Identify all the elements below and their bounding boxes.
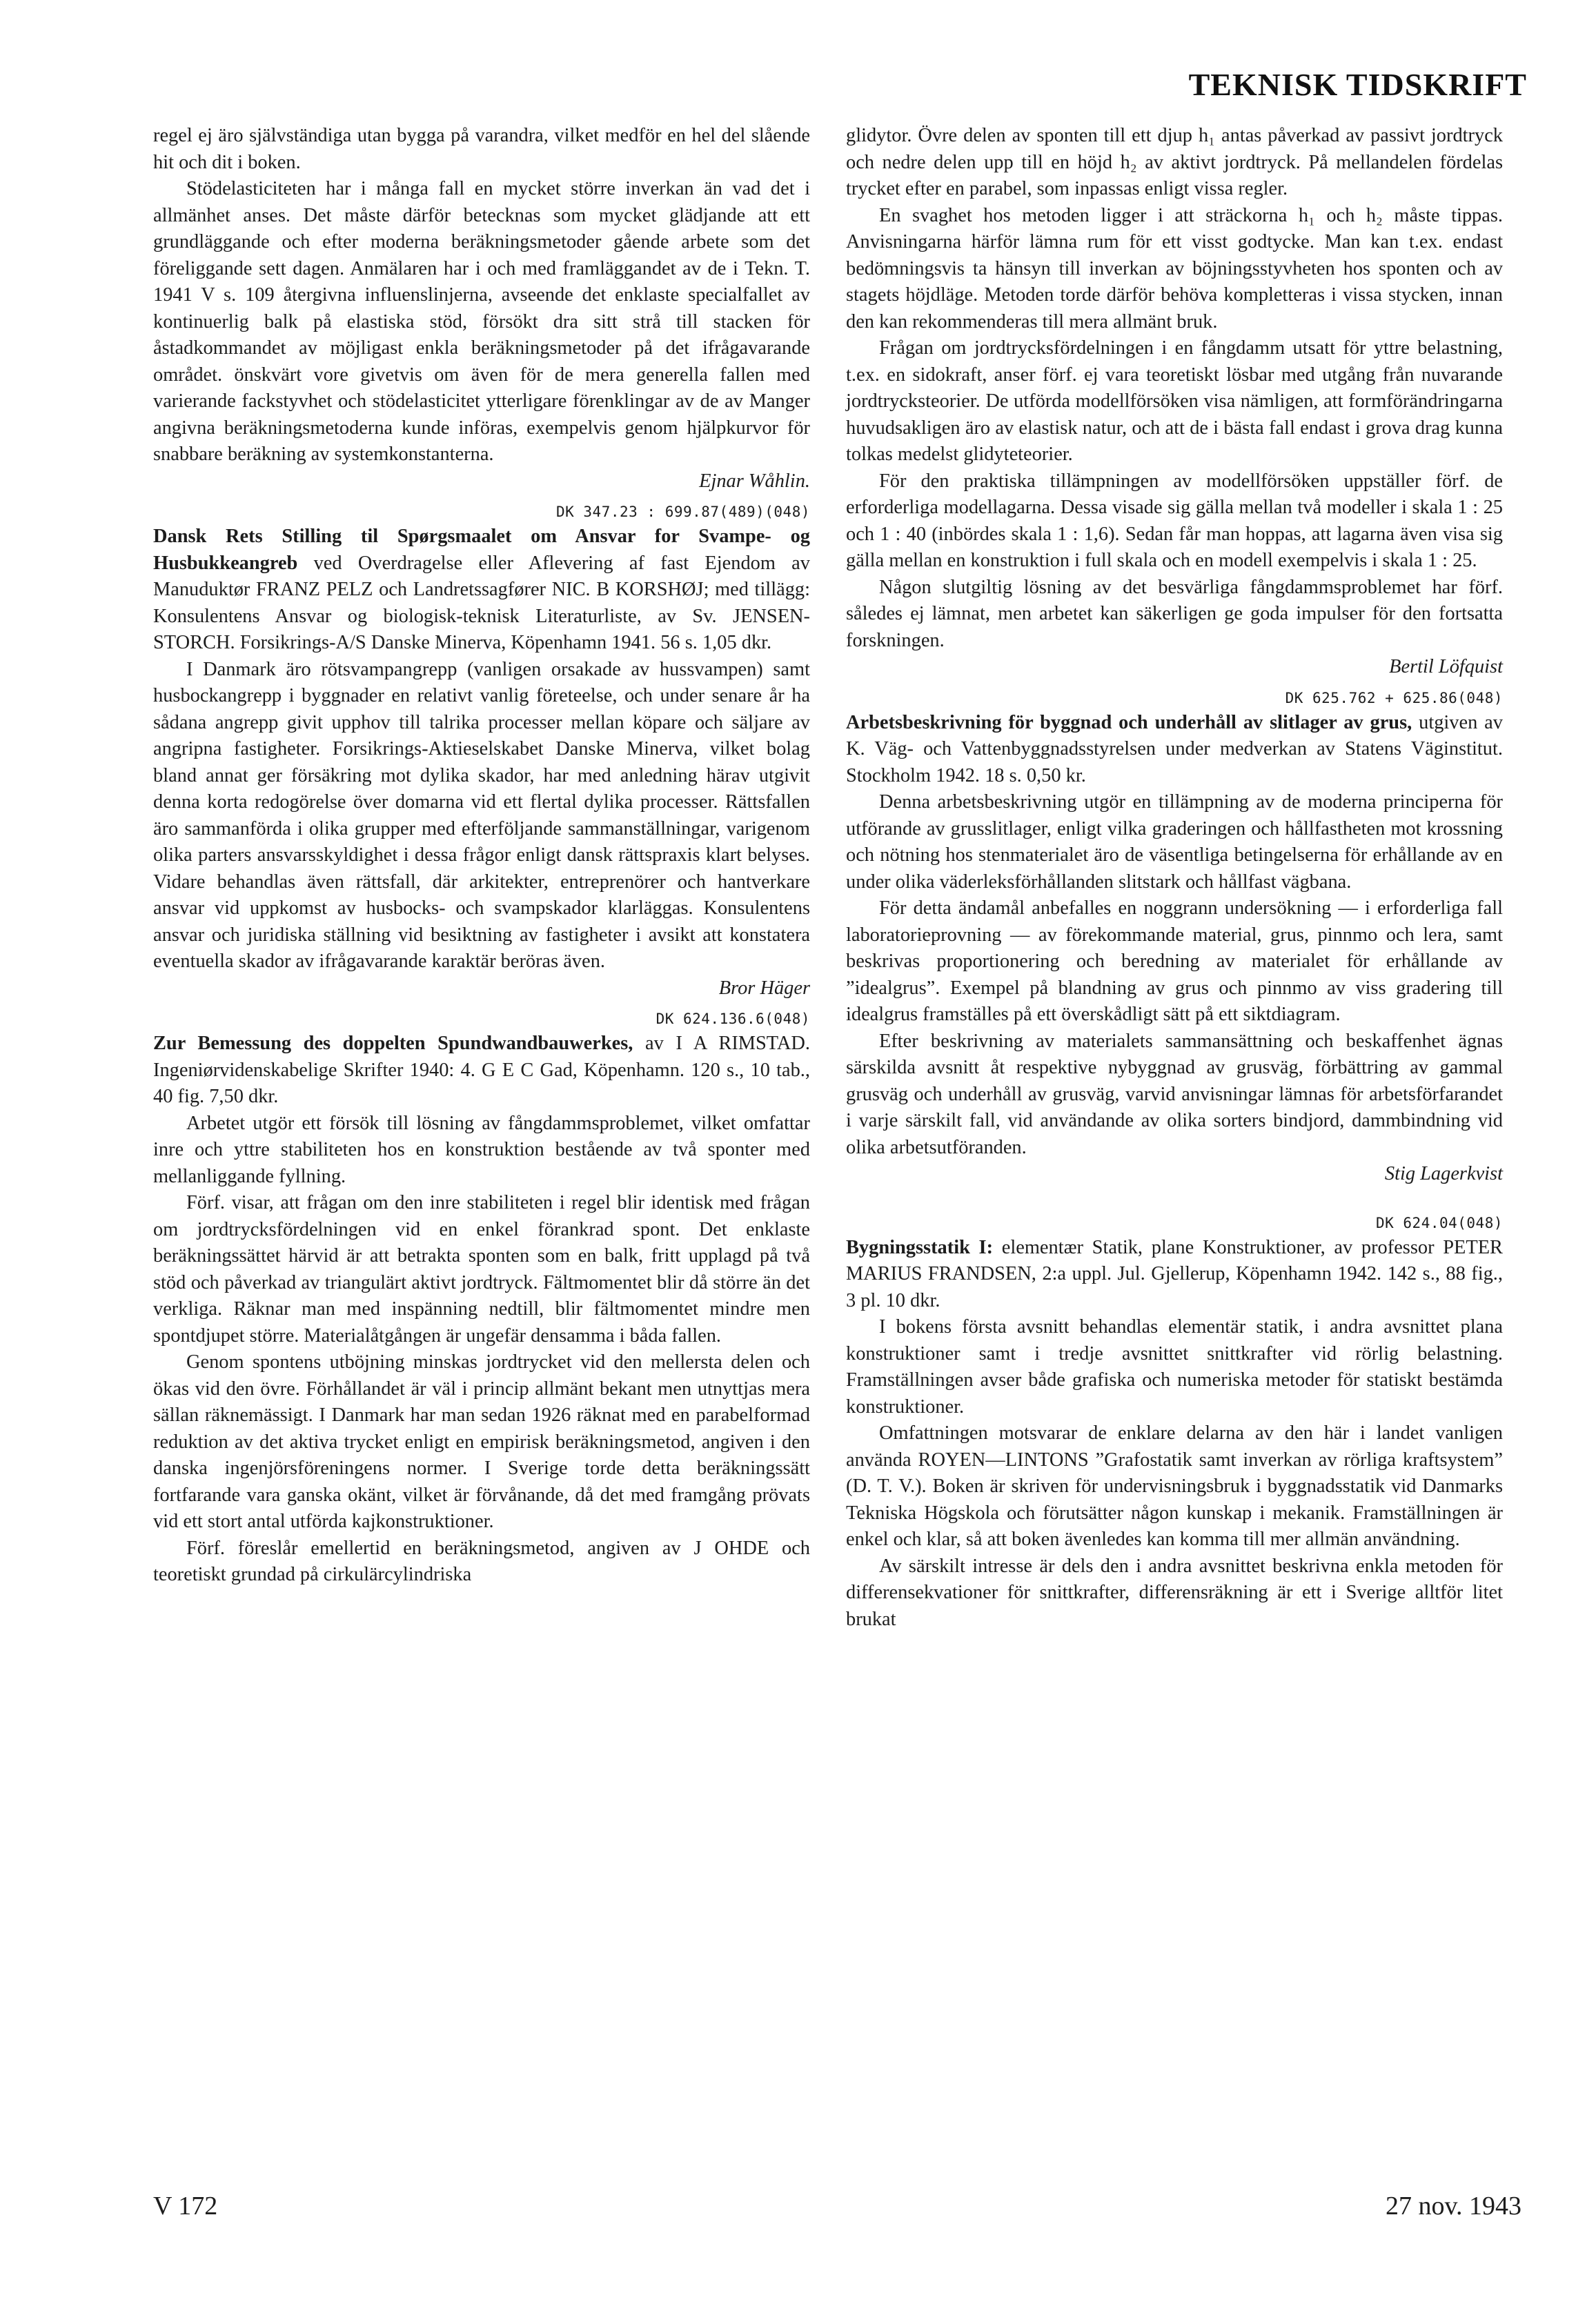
paragraph: Stödelasticiteten har i många fall en mycket större inverkan än vad det i allmänhet anses. Det måste därför betecknas som mycket glädjande att ett grundläggande och efter moderna beräkningsmetoder gående arbete som det föreliggande sett dagen. Anmälaren har i och med framläggandet av de i Tekn. T. 1941 V s. 109 återgivna influenslinjerna, avseende det enklaste specialfallet av kontinuerlig balk på elastiska stöd, försökt dra sitt strå till stacken för åstadkommandet av möjligast enkla beräkningsmetoder på det ifrågavarande området. önskvärt vore givetvis om även för de mera generella fallen med varierande fackstyvhet och stödelasticitet ytterligare förenklingar av de av Manger angivna beräkningsmetoderna kunde införas, exempelvis genom hjälpkurvor för snabbare beräkning av systemkonstanterna. [153, 178, 810, 465]
review-title: Zur Bemessung des doppelten Spundwandbauwerkes, [153, 1033, 633, 1054]
right-column [846, 123, 1503, 1633]
dk-classification: DK 624.136.6(048) [656, 1011, 810, 1027]
paragraph: glidytor. Övre delen av sponten till ett djup h₁ antas påverkad av passivt jordtryck och nedre delen upp till en höjd h₂ av aktivt jordtryck. På mellandelen fördelas trycket efter en parabel, som inpassas enligt vissa regler. [846, 125, 1503, 199]
paragraph: Arbetet utgör ett försök till lösning av fångdammsproblemet, vilket omfattar inre och yttre stabiliteten hos en konstruktion bestående av två sponter med mellanliggande fyllning. [153, 1112, 810, 1187]
paragraph: För detta ändamål anbefalles en noggrann undersökning — i erforderliga fall laboratorieprovning — av förekommande material, grus, pinnmo och lera, samt beskrivas proportionering och beredning av materialet för erhållande av ”idealgrus”. Exempel på blandning av grus och pinnmo av viss gradering till idealgrus framställes på ett överskådligt sätt på ett siktdiagram. [846, 897, 1503, 1025]
review-title: Arbetsbeskrivning för byggnad och underhåll av slitlager av grus, [846, 711, 1412, 733]
paragraph: För den praktiska tillämpningen av modellförsöken uppställer förf. de erforderliga modellagarna. Dessa visade sig gälla mellan två modeller i skala 1 : 25 och 1 : 40 (inbördes skala 1 : 1,6). Sedan får man hoppas, att lagarna även visa sig gälla mellan en konstruktion i full skala och en modell exempelvis i skala 1 : 25. [846, 470, 1503, 571]
signature: Bertil Löfquist [1389, 656, 1503, 677]
paragraph: Efter beskrivning av materialets sammansättning och beskaffenhet ägnas särskilda avsnitt åt respektive nybyggnad av grusväg, förbättring av gammal grusväg och underhåll av grusväg, varvid anvisningar lämnas för arbetsförfarandet i varje särskilt fall, vid användande av olika sorters bindjord, dammbindning vid olika arbetsutföranden. [846, 1030, 1503, 1158]
spacer [846, 1188, 1503, 1206]
dk-classification: DK 624.04(048) [1375, 1214, 1503, 1231]
review-details: ved Overdragelse eller Aflevering af fast Ejendom av Manuduktør FRANZ PELZ och Landretssagfører NIC. B KORSHØJ; med tillägg: Konsulentens Ansvar og biologisk-teknisk Literaturliste, av Sv. JENSEN-STORCH. Forsikrings-A/S Danske Minerva, Köpenhamn 1941. 56 s. 1,05 dkr. [153, 552, 810, 653]
signature: Stig Lagerkvist [1384, 1163, 1503, 1184]
page-number: V 172 [153, 2192, 218, 2221]
paragraph: regel ej äro självständiga utan bygga på varandra, vilket medför en hel del slående hit och dit i boken. [153, 125, 810, 173]
paragraph: Omfattningen motsvarar de enklare delarna av den här i landet vanligen använda ROYEN—LINTONS ”Grafostatik samt inverkan av rörliga kraftsystem” (D. T. V.). Boken är skriven för undervisningsbruk i byggnadsstatik vid Danmarks Tekniska Högskola och förutsätter någon kunskap i mekanik. Framställningen är enkel och klar, så att boken ävenledes kan komma till mer allmän användning. [846, 1422, 1503, 1550]
review-title: Dansk Rets Stilling til Spørgsmaalet om Ansvar for Svampe- og Husbukkeangreb [153, 526, 810, 574]
paragraph: I bokens första avsnitt behandlas elementär statik, i andra avsnittet plana konstruktioner samt i tredje avsnittet snittkrafter vid rörlig belastning. Framställningen avser både grafiska och numeriska metoder för statiskt bestämda konstruktioner. [846, 1316, 1503, 1418]
review-heading [846, 1235, 1503, 1315]
paragraph: Någon slutgiltig lösning av det besvärliga fångdammsproblemet har förf. således ej lämnat, men arbetet kan säkerligen ge goda impulser för den fortsatta forskningen. [846, 576, 1503, 651]
paragraph: Frågan om jordtrycksfördelningen i en fångdamm utsatt för yttre belastning, t.ex. en sidokraft, anser förf. ej vara teoretiskt lösbar med utgång från nuvarande jordtrycksteorier. De utförda modellförsöken visa nämligen, att formförändringarna huvudsakligen äro av elastisk natur, och att de i bästa fall endast i grova drag kunna tolkas medelst glidyteteorier. [846, 337, 1503, 465]
masthead: TEKNISK TIDSKRIFT [1188, 67, 1527, 102]
paragraph: Genom spontens utböjning minskas jordtrycket vid den mellersta delen och ökas vid den övre. Förhållandet är väl i princip allmänt bekant men utnyttjas mera sällan räknemässigt. I Danmark har man sedan 1926 räknat med en parabelformad reduktion av det aktiva trycket enligt en empirisk beräkningsmetod, angiven i den danska ingenjörsföreningens normer. I Sverige torde detta beräkningssätt fortfarande vara ganska okänt, vilket är förvånande, då det med framgång prövats vid ett stort antal utförda kajkonstruktioner. [153, 1351, 810, 1532]
dk-classification: DK 625.762 + 625.86(048) [1285, 689, 1503, 706]
paragraph: Denna arbetsbeskrivning utgör en tillämpning av de moderna principerna för utförande av grusslitlager, enligt vilka graderingen och hållfastheten mot krossning och nötning hos stenmaterialet äro de väsentliga betingelserna för erhållande av en under olika väderleksförhållanden slitstark och hållfast vägbana. [846, 791, 1503, 893]
review-heading [153, 524, 810, 657]
signature: Ejnar Wåhlin. [699, 470, 810, 492]
paragraph: Förf. föreslår emellertid en beräkningsmetod, angiven av J OHDE och teoretiskt grundad på cirkulärcylindriska [153, 1537, 810, 1585]
paragraph: Förf. visar, att frågan om den inre stabiliteten i regel blir identisk med frågan om jordtrycksfördelningen vid en enkel förankrad spont. Det enklaste beräkningssättet härvid är att betrakta sponten som en balk, fritt upplagd på två stöd och påverkad av triangulärt aktivt jordtryck. Fältmomentet blir då större än det verkliga. Räknar man med inspänning nedtill, blir fältmomentet mindre men spontdjupet större. Materialåtgången är ungefär densamma i båda fallen. [153, 1192, 810, 1347]
review-heading [846, 710, 1503, 790]
paragraph: En svaghet hos metoden ligger i att sträckorna h₁ och h₂ måste tippas. Anvisningarna härför lämna rum för ett visst godtycke. Man kan t.ex. endast bedömningsvis ta hänsyn till inverkan av böjningsstyvheten hos sponten och av stagets höjdläge. Metoden torde därför behöva kompletteras i vissa stycken, innan den kan rekommenderas till mera allmänt bruk. [846, 204, 1503, 332]
review-heading [153, 1031, 810, 1111]
review-details: elementær Statik, plane Konstruktioner, av professor PETER MARIUS FRANDSEN, 2:a uppl. Jul. Gjellerup, Köpenhamn 1942. 142 s., 88 fig., 3 pl. 10 dkr. [846, 1236, 1503, 1311]
paragraph: I Danmark äro rötsvampangrepp (vanligen orsakade av hussvampen) samt husbockangrepp i byggnader en relativt vanlig företeelse, och under senare år ha sådana angrepp givit upphov till talrika processer mellan köpare och säljare av angripna fastigheter. Forsikrings-Aktieselskabet Danske Minerva, vilket bolag bland annat ger försäkring mot dylika skador, har med anledning härav utgivit denna korta redogörelse över domarna vid ett flertal dylika processer. Rättsfallen äro sammanförda i olika grupper med efterföljande sammanställningar, varigenom olika parters ansvarsskyldighet i dessa frågor enligt dansk rättspraxis klart belyses. Vidare behandlas även rättsfall, där arkitekter, entreprenörer och hantverkare ansvar vid uppkomst av husbocks- och svampskador klarläggas. Konsulentens ansvar och juridiska ställning vid besiktning av fastigheter i avsikt att konstatera eventuella skador av ifrågavarande karaktär beröras även. [153, 658, 810, 972]
review-details: av I A RIMSTAD. Ingeniørvidenskabelige Skrifter 1940: 4. G E C Gad, Köpenhamn. 120 s., 10 tab., 40 fig. 7,50 dkr. [153, 1033, 810, 1107]
left-column [153, 123, 810, 1589]
issue-date: 27 nov. 1943 [1385, 2192, 1521, 2221]
review-title: Bygningsstatik I: [846, 1236, 994, 1258]
review-details: utgiven av K. Väg- och Vattenbyggnadsstyrelsen under medverkan av Statens Väginstitut. Stockholm 1942. 18 s. 0,50 kr. [846, 711, 1503, 786]
paragraph: Av särskilt intresse är dels den i andra avsnittet beskrivna enkla metoden för differensekvationer för snittkrafter, differensräkning är ett i Sverige alltför litet brukat [846, 1555, 1503, 1630]
signature: Bror Häger [718, 977, 810, 999]
dk-classification: DK 347.23 : 699.87(489)(048) [555, 504, 810, 520]
